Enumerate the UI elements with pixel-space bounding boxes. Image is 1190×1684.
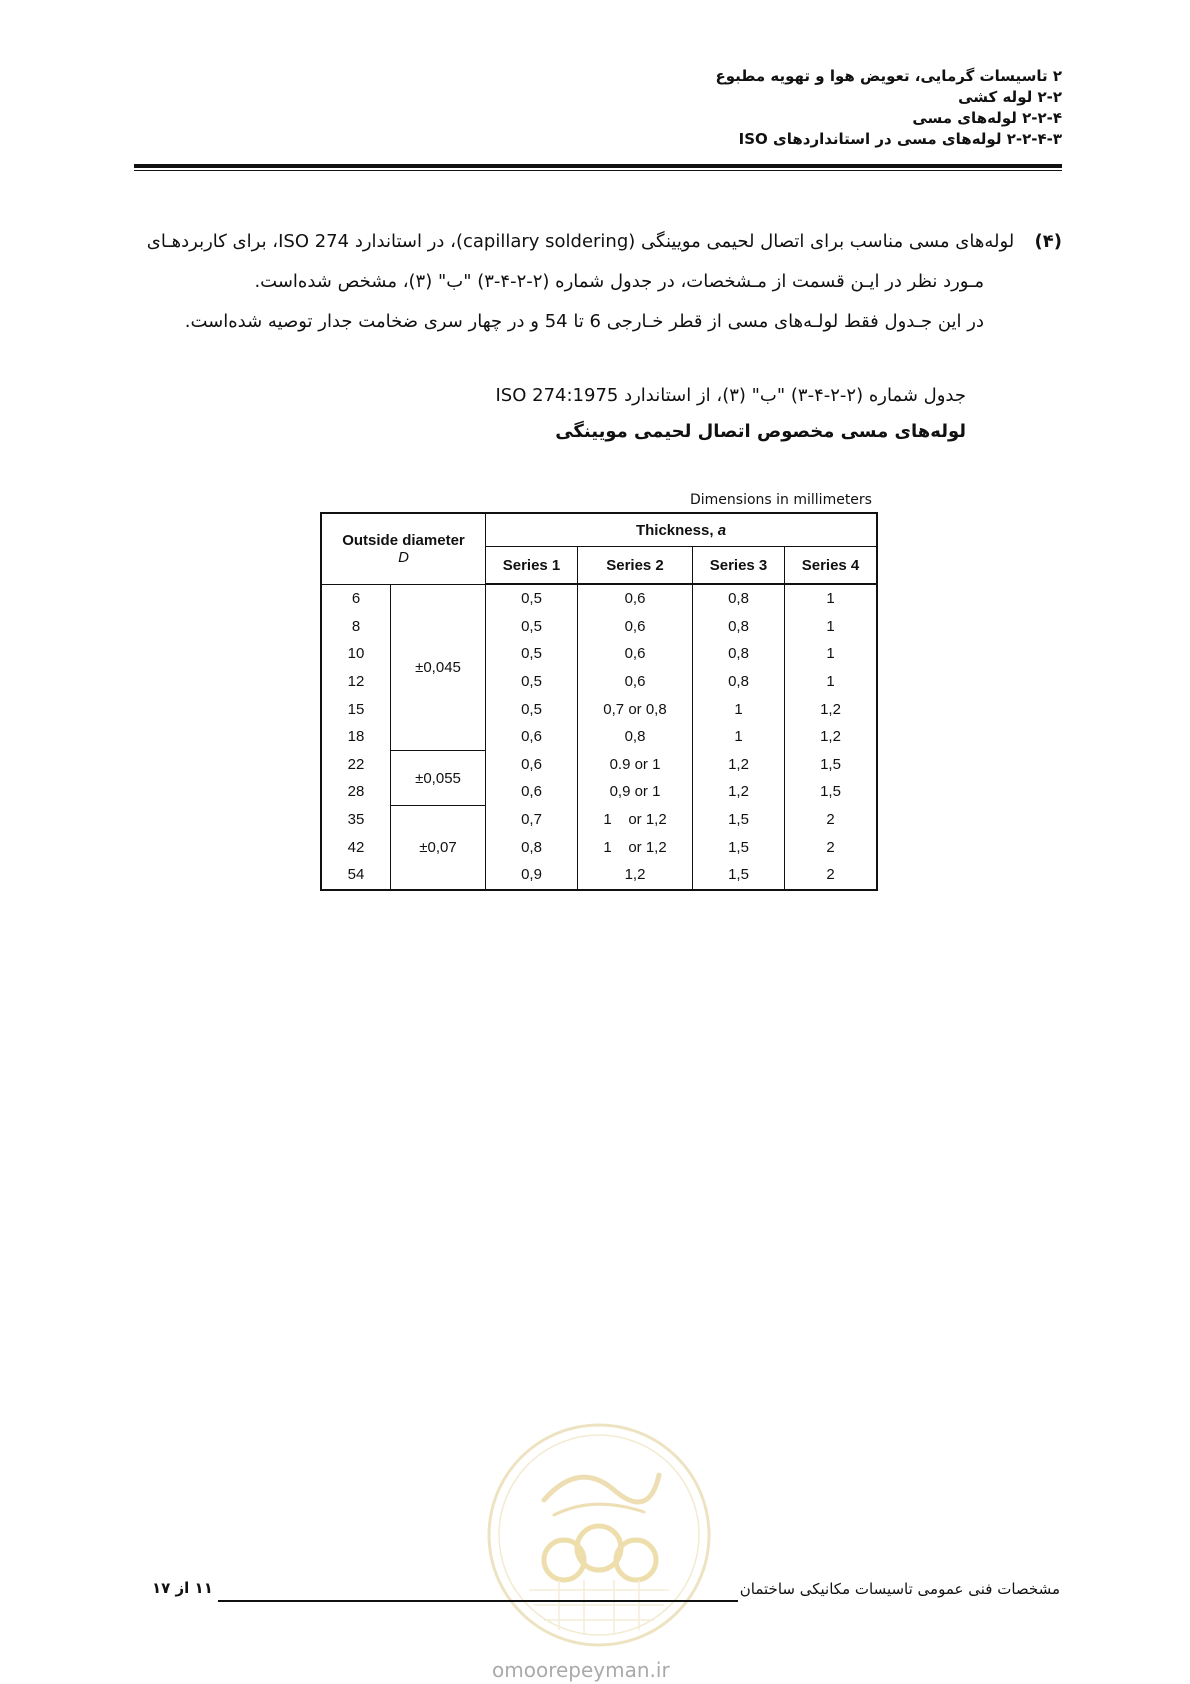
series-4-cell: 2 [785,861,878,890]
series-3-cell: 1,2 [693,778,785,806]
series-4-cell: 1,5 [785,778,878,806]
od-cell: 6 [321,584,391,613]
od-header-label: Outside diameter [342,531,465,549]
header-rule-thin [134,170,1062,171]
od-cell: 35 [321,806,391,834]
series-2-cell: 0.9 or 1 [578,751,693,779]
series-4-cell: 1 [785,640,878,668]
series-1-cell: 0,5 [486,695,578,723]
series-1-cell: 0,5 [486,668,578,696]
body-line-2: مـورد نظر در ایـن قسمت از مـشخصات، در جدول شماره (۲-۲-۴-۳) "ب" (۳)، مشخص شده‌است. [254,271,984,292]
series-1-cell: 0,9 [486,861,578,890]
series-3-cell: 0,8 [693,668,785,696]
od-cell: 15 [321,695,391,723]
series-2-header: Series 2 [578,547,693,585]
series-1-cell: 0,5 [486,613,578,641]
series-2-cell: 0,6 [578,668,693,696]
series-2-cell: 0,8 [578,723,693,751]
tolerance-cell: ±0,07 [391,806,486,890]
series-2-cell: 0,9 or 1 [578,778,693,806]
series-2-cell: 0,6 [578,640,693,668]
series-1-cell: 0,6 [486,723,578,751]
od-cell: 22 [321,751,391,779]
footer-rule [218,1600,738,1602]
series-1-cell: 0,6 [486,751,578,779]
series-4-cell: 1 [785,613,878,641]
od-cell: 18 [321,723,391,751]
tolerance-cell: ±0,045 [391,584,486,751]
series-4-cell: 1,5 [785,751,878,779]
thickness-header-label: Thickness, [635,521,714,539]
series-1-cell: 0,7 [486,806,578,834]
series-3-cell: 1 [693,695,785,723]
series-4-cell: 2 [785,806,878,834]
header-subsection: ۲-۲-۴ لوله‌های مسی [912,109,1062,127]
series-3-header: Series 3 [693,547,785,585]
series-1-cell: 0,6 [486,778,578,806]
series-3-cell: 0,8 [693,584,785,613]
series-3-cell: 0,8 [693,613,785,641]
footer-title: مشخصات فنی عمومی تاسیسات مکانیکی ساختمان [739,1580,1060,1598]
series-4-header: Series 4 [785,547,878,585]
table-row [321,584,877,613]
series-4-cell: 1 [785,668,878,696]
table-row [321,806,877,834]
od-header-symbol: D [398,548,409,566]
table-caption [266,378,966,450]
od-header [321,513,486,584]
series-3-cell: 1,5 [693,833,785,861]
header-section: ۲-۲ لوله کشی [958,88,1062,106]
series-4-cell: 1,2 [785,723,878,751]
od-cell: 54 [321,861,391,890]
series-3-cell: 1,5 [693,861,785,890]
body-paragraph [122,222,1062,342]
series-1-cell: 0,5 [486,640,578,668]
table-reference: جدول شماره (۲-۲-۴-۳) "ب" (۳)، از استاندارد ISO 274:1975 [495,385,966,406]
series-4-cell: 1,2 [785,695,878,723]
page-number: ۱۱ از ۱۷ [152,1579,213,1597]
watermark-logo [484,1420,714,1650]
header-chapter: ۲ تاسیسات گرمایی، تعویض هوا و تهویه مطبوع [715,67,1062,85]
od-cell: 42 [321,833,391,861]
series-1-cell: 0,5 [486,584,578,613]
body-line-3: در این جـدول فقط لولـه‌های مسی از قطر خـارجی 6 تا 54 و در چهار سری ضخامت جدار توصیه شده‌است. [184,311,984,332]
copper-tube-table [320,512,878,891]
thickness-header-symbol: a [717,521,727,539]
header-rule-thick [134,164,1062,168]
thickness-header [486,513,878,547]
watermark-url: omoorepeyman.ir [492,1658,670,1682]
od-cell: 8 [321,613,391,641]
header-topic: ۲-۲-۴-۳ لوله‌های مسی در استانداردهای ISO [738,130,1062,148]
series-2-cell: 0,6 [578,613,693,641]
table-title: لوله‌های مسی مخصوص اتصال لحیمی مویینگی [555,421,966,442]
series-2-cell: 1 or 1,2 [578,833,693,861]
page-header [128,66,1062,150]
series-3-cell: 0,8 [693,640,785,668]
series-1-header: Series 1 [486,547,578,585]
series-2-cell: 0,6 [578,584,693,613]
series-3-cell: 1,5 [693,806,785,834]
series-1-cell: 0,8 [486,833,578,861]
series-4-cell: 1 [785,584,878,613]
series-2-cell: 1,2 [578,861,693,890]
series-3-cell: 1,2 [693,751,785,779]
series-4-cell: 2 [785,833,878,861]
od-cell: 12 [321,668,391,696]
series-3-cell: 1 [693,723,785,751]
tolerance-cell: ±0,055 [391,751,486,806]
item-number: (۴) [1034,231,1062,252]
table-row [321,751,877,779]
series-2-cell: 0,7 or 0,8 [578,695,693,723]
table-units-note: Dimensions in millimeters [690,492,872,508]
body-line-1: لوله‌های مسی مناسب برای اتصال لحیمی مویینگی (capillary soldering)، در استاندارد ISO 274، برای کاربردهـای [146,231,1015,252]
series-2-cell: 1 or 1,2 [578,806,693,834]
od-cell: 10 [321,640,391,668]
od-cell: 28 [321,778,391,806]
